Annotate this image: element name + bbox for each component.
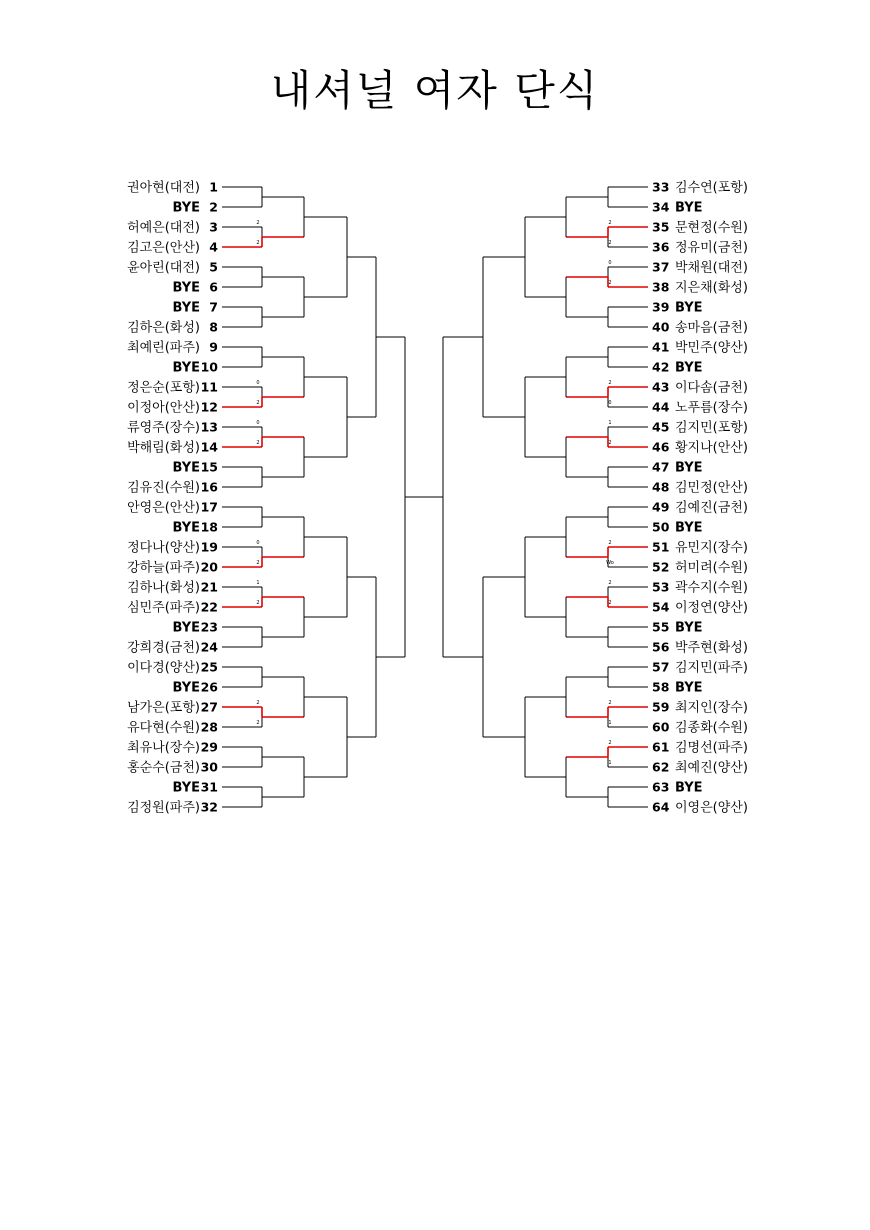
seed-number: 42 (652, 359, 670, 375)
seed-number: 25 (200, 659, 218, 675)
seed-number: 33 (652, 179, 670, 195)
seed-number: 62 (652, 759, 670, 775)
match-score: 2 (608, 440, 612, 446)
player-name: BYE (675, 360, 703, 376)
player-name: 정유미(금천) (675, 240, 748, 256)
match-score: 1 (608, 420, 612, 426)
player-name: 이영은(양산) (675, 800, 748, 816)
match-score: 2 (608, 280, 612, 286)
seed-number: 54 (652, 599, 670, 615)
player-name: 이정연(양산) (675, 600, 748, 616)
player-name: 남가은(포항) (127, 700, 200, 716)
seed-number: 21 (200, 579, 218, 595)
player-name: 홍순수(금천) (127, 760, 200, 776)
seed-number: 10 (200, 359, 218, 375)
seed-number: 30 (200, 759, 218, 775)
player-name: 박주현(화성) (675, 640, 748, 656)
seed-number: 52 (652, 559, 670, 575)
seed-number: 32 (200, 799, 218, 815)
player-name: BYE (675, 300, 703, 316)
player-name: BYE (172, 780, 200, 796)
player-name: 김하은(화성) (127, 320, 200, 336)
seed-number: 13 (200, 419, 218, 435)
seed-number: 38 (652, 279, 670, 295)
player-name: 김수연(포항) (675, 180, 748, 196)
player-name: 송마음(금천) (675, 320, 748, 336)
player-name: 황지나(안산) (675, 440, 748, 456)
seed-number: 1 (209, 179, 218, 195)
seed-number: 63 (652, 779, 670, 795)
page-title: 내셔널 여자 단식 (270, 66, 600, 115)
match-score: 2 (256, 700, 260, 706)
match-score: 2 (256, 400, 260, 406)
seed-number: 15 (200, 459, 218, 475)
match-score: 2 (256, 560, 260, 566)
seed-number: 23 (200, 619, 218, 635)
seed-number: 57 (652, 659, 670, 675)
seed-number: 16 (200, 479, 218, 495)
player-name: 이정아(안산) (127, 400, 200, 416)
player-name: 김정원(파주) (127, 800, 200, 816)
player-name: 김하나(화성) (127, 580, 200, 596)
match-score: 2 (256, 220, 260, 226)
player-name: 김종화(수원) (675, 720, 748, 736)
player-name: BYE (172, 460, 200, 476)
seed-number: 47 (652, 459, 670, 475)
match-score: 2 (256, 240, 260, 246)
seed-number: 45 (652, 419, 670, 435)
seed-number: 53 (652, 579, 670, 595)
match-score: 2 (256, 440, 260, 446)
seed-number: 56 (652, 639, 670, 655)
match-score: 2 (608, 740, 612, 746)
seed-number: 29 (200, 739, 218, 755)
seed-number: 26 (200, 679, 218, 695)
seed-number: 7 (209, 299, 218, 315)
seed-number: 43 (652, 379, 670, 395)
player-name: 최예진(양산) (675, 760, 748, 776)
player-name: 이다경(양산) (127, 660, 200, 676)
seed-number: 60 (652, 719, 670, 735)
seed-number: 19 (200, 539, 218, 555)
player-name: BYE (172, 360, 200, 376)
match-score: 2 (608, 220, 612, 226)
seed-number: 31 (200, 779, 218, 795)
player-name: 박해림(화성) (127, 440, 200, 456)
player-name: 김고은(안산) (127, 240, 200, 256)
player-name: 강하늘(파주) (127, 560, 200, 576)
seed-number: 59 (652, 699, 670, 715)
player-name: 정다나(양산) (127, 540, 200, 556)
seed-number: 55 (652, 619, 670, 635)
seed-number: 40 (652, 319, 670, 335)
player-name: BYE (675, 780, 703, 796)
player-name: 김명선(파주) (675, 740, 748, 756)
match-score: 2 (608, 380, 612, 386)
player-name: BYE (172, 620, 200, 636)
player-name: 김지민(포항) (675, 420, 748, 436)
player-name: 허미려(수원) (675, 560, 748, 576)
player-name: 최예린(파주) (127, 340, 200, 356)
player-name: 김지민(파주) (675, 660, 748, 676)
player-name: 허예은(대전) (127, 220, 200, 236)
seed-number: 4 (209, 239, 218, 255)
seed-number: 6 (209, 279, 218, 295)
player-name: 안영은(안산) (127, 500, 200, 516)
seed-number: 18 (200, 519, 218, 535)
seed-number: 17 (200, 499, 218, 515)
seed-number: 9 (209, 339, 218, 355)
seed-number: 35 (652, 219, 670, 235)
match-score: 2 (256, 600, 260, 606)
seed-number: 36 (652, 239, 670, 255)
player-name: 권아현(대전) (127, 180, 200, 196)
match-score: 0 (256, 380, 260, 386)
seed-number: 51 (652, 539, 670, 555)
player-name: BYE (172, 280, 200, 296)
seed-number: 50 (652, 519, 670, 535)
player-name: 강희경(금천) (127, 640, 200, 656)
seed-number: 14 (200, 439, 218, 455)
seed-number: 34 (652, 199, 670, 215)
seed-number: 2 (209, 199, 218, 215)
player-name: BYE (675, 680, 703, 696)
player-name: 최유나(장수) (127, 740, 200, 756)
match-score: 2 (608, 580, 612, 586)
seed-number: 41 (652, 339, 670, 355)
seed-number: 22 (200, 599, 218, 615)
seed-number: 64 (652, 799, 670, 815)
player-name: 이다솜(금천) (675, 380, 748, 396)
match-score: 0 (608, 260, 612, 266)
match-score: 2 (608, 240, 612, 246)
match-score: 0 (256, 540, 260, 546)
match-score: 2 (608, 540, 612, 546)
match-score: 0 (256, 420, 260, 426)
player-name: BYE (172, 680, 200, 696)
player-name: BYE (675, 460, 703, 476)
player-name: 유민지(장수) (675, 540, 748, 556)
player-name: 윤아린(대전) (127, 260, 200, 276)
player-name: 박민주(양산) (675, 340, 748, 356)
player-name: 노푸름(장수) (675, 400, 748, 416)
player-name: 곽수지(수원) (675, 580, 748, 596)
seed-number: 46 (652, 439, 670, 455)
player-name: 심민주(파주) (127, 600, 200, 616)
seed-number: 8 (209, 319, 218, 335)
match-score: 0 (608, 400, 612, 406)
player-name: 최지인(장수) (675, 700, 748, 716)
seed-number: 27 (200, 699, 218, 715)
seed-number: 24 (200, 639, 218, 655)
player-name: BYE (172, 300, 200, 316)
player-name: BYE (675, 620, 703, 636)
player-name: 지은채(화성) (675, 280, 748, 296)
match-score: 2 (608, 700, 612, 706)
match-score: 1 (608, 760, 612, 766)
player-name: 김민정(안산) (675, 480, 748, 496)
seed-number: 49 (652, 499, 670, 515)
player-name: 유다현(수원) (127, 720, 200, 736)
player-name: 정은순(포항) (127, 380, 200, 396)
match-score: 2 (608, 600, 612, 606)
seed-number: 5 (209, 259, 218, 275)
player-name: BYE (172, 200, 200, 216)
match-score: 1 (608, 720, 612, 726)
player-name: 박채원(대전) (675, 260, 748, 276)
player-name: BYE (675, 520, 703, 536)
player-name: 문현정(수원) (675, 220, 748, 236)
player-name: BYE (675, 200, 703, 216)
seed-number: 20 (200, 559, 218, 575)
seed-number: 11 (200, 379, 218, 395)
player-name: 류영주(장수) (127, 420, 200, 436)
player-name: 김유진(수원) (127, 480, 200, 496)
seed-number: 12 (200, 399, 218, 415)
seed-number: 44 (652, 399, 670, 415)
seed-number: 37 (652, 259, 670, 275)
seed-number: 48 (652, 479, 670, 495)
player-name: 김예진(금천) (675, 500, 748, 516)
seed-number: 3 (209, 219, 218, 235)
player-name: BYE (172, 520, 200, 536)
match-score: Wo (606, 560, 614, 566)
match-score: 1 (256, 580, 260, 586)
seed-number: 58 (652, 679, 670, 695)
match-score: 2 (256, 720, 260, 726)
seed-number: 28 (200, 719, 218, 735)
seed-number: 39 (652, 299, 670, 315)
seed-number: 61 (652, 739, 670, 755)
